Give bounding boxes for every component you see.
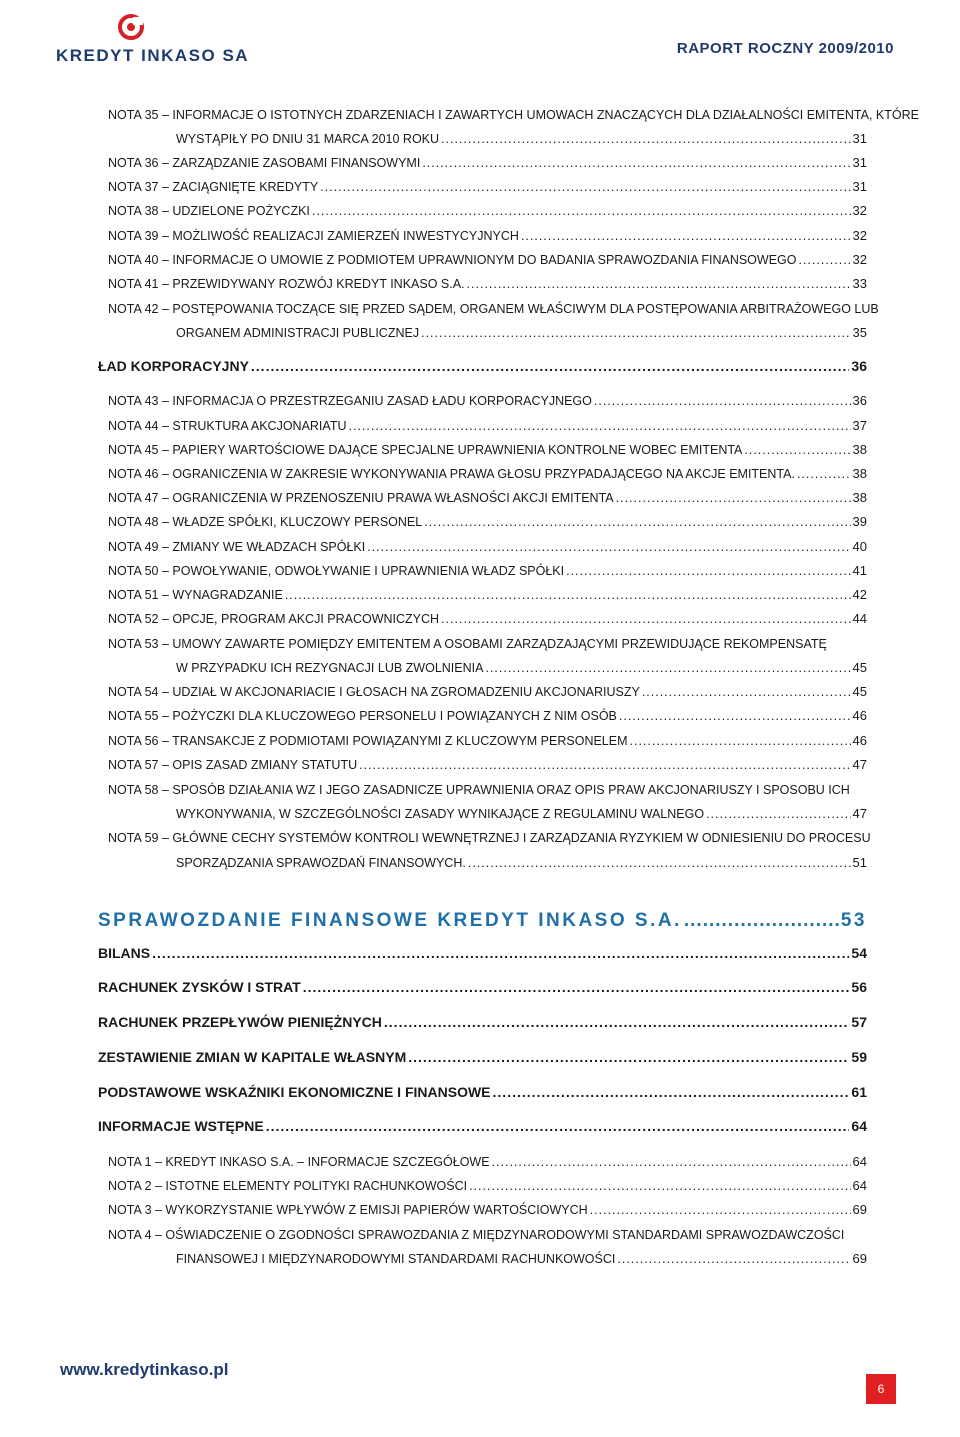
toc-section-lad-korporacyjny[interactable]: [98, 358, 867, 374]
toc-entry-title: ŁAD KORPORACYJNY: [98, 358, 249, 374]
toc-page-number: 36: [851, 358, 867, 374]
toc-leader-dots: [367, 539, 850, 555]
toc-page-number: 33: [852, 276, 867, 291]
toc-leader-dots: [619, 708, 851, 724]
toc-entry-title: WYKONYWANIA, W SZCZEGÓLNOŚCI ZASADY WYNIKAJĄCE Z REGULAMINU WALNEGO: [176, 807, 705, 821]
toc-page-number: 31: [852, 155, 867, 170]
toc-entry-53[interactable]: [176, 660, 867, 676]
toc-page-number: 38: [852, 466, 867, 481]
toc-leader-dots: [684, 909, 839, 933]
toc-page-number: 45: [852, 684, 867, 699]
toc-entry-42[interactable]: [176, 325, 867, 341]
toc-entry-45[interactable]: [108, 442, 867, 458]
toc-leader-dots: [441, 611, 850, 627]
toc-page-number: 56: [851, 979, 867, 995]
toc-entry-title: NOTA 43 – INFORMACJA O PRZESTRZEGANIU ZASAD ŁADU KORPORACYJNEGO: [108, 394, 592, 408]
toc-entry-title: NOTA 51 – WYNAGRADZANIE: [108, 588, 283, 602]
toc-entry-40[interactable]: [108, 252, 867, 268]
toc-entry-52[interactable]: [108, 611, 867, 627]
toc-entry-title: FINANSOWEJ I MIĘDZYNARODOWYMI STANDARDAMI RACHUNKOWOŚCI: [176, 1252, 616, 1266]
toc-page-number: 61: [851, 1084, 867, 1100]
toc-entry-title: NOTA 45 – PAPIERY WARTOŚCIOWE DAJĄCE SPECJALNE UPRAWNIENIA KONTROLNE WOBEC EMITENTA: [108, 443, 743, 457]
toc-page-number: 46: [852, 733, 867, 748]
toc-page-number: 40: [852, 539, 867, 554]
toc-entry-title: PODSTAWOWE WSKAŹNIKI EKONOMICZNE I FINANSOWE: [98, 1084, 491, 1100]
toc-page-number: 31: [852, 179, 867, 194]
toc-leader-dots: [521, 228, 851, 244]
toc-entry-1[interactable]: [108, 1154, 867, 1170]
toc-leader-dots: [152, 945, 849, 961]
toc-page-number: 37: [852, 418, 867, 433]
toc-leader-dots: [590, 1202, 851, 1218]
toc-entry-title: NOTA 57 – OPIS ZASAD ZMIANY STATUTU: [108, 758, 358, 772]
toc-section-rachunek-zyskow[interactable]: [98, 979, 867, 995]
toc-leader-dots: [408, 1049, 849, 1065]
toc-entry-title: NOTA 1 – KREDYT INKASO S.A. – INFORMACJE SZCZEGÓŁOWE: [108, 1155, 490, 1169]
toc-entry-title: NOTA 39 – MOŻLIWOŚĆ REALIZACJI ZAMIERZEŃ INWESTYCYJNYCH: [108, 229, 519, 243]
toc-leader-dots: [617, 1251, 850, 1267]
toc-entry-title: NOTA 50 – POWOŁYWANIE, ODWOŁYWANIE I UPRAWNIENIA WŁADZ SPÓŁKI: [108, 564, 565, 578]
toc-entry-41[interactable]: [108, 276, 867, 292]
toc-entry-50[interactable]: [108, 563, 867, 579]
toc-entry-title: SPRAWOZDANIE FINANSOWE KREDYT INKASO S.A.: [98, 910, 682, 931]
toc-page-number: 38: [852, 490, 867, 505]
toc-entry-44[interactable]: [108, 418, 867, 434]
toc-entry-title: NOTA 41 – PRZEWIDYWANY ROZWÓJ KREDYT INKASO S.A.: [108, 277, 465, 291]
toc-entry-36[interactable]: [108, 155, 867, 171]
toc-entry-title: ZESTAWIENIE ZMIAN W KAPITALE WŁASNYM: [98, 1049, 407, 1065]
toc-page-number: 57: [851, 1014, 867, 1030]
toc-entry-title: INFORMACJE WSTĘPNE: [98, 1118, 264, 1134]
toc-entry-2[interactable]: [108, 1178, 867, 1194]
toc-leader-dots: [485, 660, 850, 676]
toc-entry-title: NOTA 36 – ZARZĄDZANIE ZASOBAMI FINANSOWYMI: [108, 156, 421, 170]
company-name: KREDYT INKASO SA: [56, 46, 250, 65]
toc-page-number: 69: [852, 1251, 867, 1266]
toc-section-wskazniki[interactable]: [98, 1084, 867, 1100]
toc-page-number: 46: [852, 708, 867, 723]
toc-entry-42-line1[interactable]: NOTA 42 – POSTĘPOWANIA TOCZĄCE SIĘ PRZED SĄDEM, ORGANEM WŁAŚCIWYM DLA POSTĘPOWANIA ARBITRAŻOWEGO LUB: [108, 302, 879, 316]
toc-entry-title: BILANS: [98, 945, 151, 961]
toc-entry-title: ORGANEM ADMINISTRACJI PUBLICZNEJ: [176, 326, 420, 340]
toc-page-number: 69: [852, 1202, 867, 1217]
toc-page-number: 51: [852, 855, 867, 870]
toc-entry-49[interactable]: [108, 539, 867, 555]
toc-leader-dots: [266, 1118, 850, 1134]
toc-leader-dots: [594, 393, 851, 409]
toc-leader-dots: [798, 252, 850, 268]
toc-entry-56[interactable]: [108, 733, 867, 749]
toc-leader-dots: [630, 733, 851, 749]
toc-page-number: 64: [852, 1178, 867, 1193]
report-title: RAPORT ROCZNY 2009/2010: [676, 40, 894, 57]
toc-entry-53-line1[interactable]: NOTA 53 – UMOWY ZAWARTE POMIĘDZY EMITENTEM A OSOBAMI ZARZĄDZAJĄCYMI PRZEWIDUJĄCE REKOMPENSATĘ: [108, 637, 827, 651]
toc-leader-dots: [320, 179, 850, 195]
toc-entry-54[interactable]: [108, 684, 867, 700]
toc-entry-title: RACHUNEK PRZEPŁYWÓW PIENIĘŻNYCH: [98, 1014, 382, 1030]
toc-page-number: 59: [851, 1049, 867, 1065]
page-number-badge: 6: [866, 1374, 896, 1404]
toc-leader-dots: [422, 155, 850, 171]
toc-entry-59-line1[interactable]: NOTA 59 – GŁÓWNE CECHY SYSTEMÓW KONTROLI WEWNĘTRZNEJ I ZARZĄDZANIA RYZYKIEM W ODNIESIENIU DO PROCESU: [108, 831, 871, 845]
toc-page-number: 32: [852, 228, 867, 243]
toc-chapter-sprawozdanie-finansowe[interactable]: [98, 909, 867, 933]
toc-entry-46[interactable]: [108, 466, 867, 482]
toc-leader-dots: [467, 276, 851, 292]
toc-entry-title: WYSTĄPIŁY PO DNIU 31 MARCA 2010 ROKU: [176, 132, 440, 146]
toc-page-number: 45: [852, 660, 867, 675]
toc-entry-51[interactable]: [108, 587, 867, 603]
toc-entry-title: W PRZYPADKU ICH REZYGNACJI LUB ZWOLNIENIA: [176, 661, 484, 675]
toc-page-number: 64: [852, 1154, 867, 1169]
toc-section-zestawienie-zmian[interactable]: [98, 1049, 867, 1065]
toc-leader-dots: [359, 757, 850, 773]
toc-entry-35[interactable]: [176, 131, 867, 147]
toc-entry-title: NOTA 47 – OGRANICZENIA W PRZENOSZENIU PRAWA WŁASNOŚCI AKCJI EMITENTA: [108, 491, 614, 505]
toc-leader-dots: [424, 514, 850, 530]
toc-page-number: 36: [852, 393, 867, 408]
toc-leader-dots: [469, 1178, 850, 1194]
toc-page-number: 39: [852, 514, 867, 529]
toc-entry-37[interactable]: [108, 179, 867, 195]
toc-page-number: 32: [852, 252, 867, 267]
toc-leader-dots: [468, 855, 851, 871]
toc-entry-title: NOTA 54 – UDZIAŁ W AKCJONARIACIE I GŁOSACH NA ZGROMADZENIU AKCJONARIUSZY: [108, 685, 640, 699]
toc-page-number: 38: [852, 442, 867, 457]
toc-entry-4-line1[interactable]: NOTA 4 – OŚWIADCZENIE O ZGODNOŚCI SPRAWOZDANIA Z MIĘDZYNARODOWYMI STANDARDAMI SPRAWOZDAWCZOŚCI: [108, 1228, 845, 1242]
toc-entry-title: NOTA 48 – WŁADZE SPÓŁKI, KLUCZOWY PERSONEL: [108, 515, 423, 529]
toc-page-number: 32: [852, 203, 867, 218]
toc-leader-dots: [348, 418, 850, 434]
toc-entry-3[interactable]: [108, 1202, 867, 1218]
toc-page-number: 64: [851, 1118, 867, 1134]
toc-page-number: 53: [840, 910, 867, 931]
toc-page-number: 44: [852, 611, 867, 626]
toc-page-number: 54: [851, 945, 867, 961]
toc-entry-title: NOTA 3 – WYKORZYSTANIE WPŁYWÓW Z EMISJI PAPIERÓW WARTOŚCIOWYCH: [108, 1203, 588, 1217]
footer-website-url[interactable]: www.kredytinkaso.pl: [60, 1360, 229, 1379]
toc-leader-dots: [421, 325, 850, 341]
toc-section-przeplywow[interactable]: [98, 1014, 867, 1030]
toc-leader-dots: [706, 806, 850, 822]
toc-page-number: 47: [852, 757, 867, 772]
toc-entry-48[interactable]: [108, 514, 867, 530]
toc-page-number: 31: [852, 131, 867, 146]
toc-page-number: 47: [852, 806, 867, 821]
toc-entry-title: NOTA 55 – POŻYCZKI DLA KLUCZOWEGO PERSONELU I POWIĄZANYCH Z NIM OSÓB: [108, 709, 617, 723]
toc-leader-dots: [566, 563, 850, 579]
toc-entry-58[interactable]: [176, 806, 867, 822]
toc-leader-dots: [493, 1084, 850, 1100]
toc-entry-39[interactable]: [108, 228, 867, 244]
toc-page-number: 42: [852, 587, 867, 602]
toc-leader-dots: [616, 490, 851, 506]
toc-entry-title: NOTA 38 – UDZIELONE POŻYCZKI: [108, 204, 310, 218]
toc-entry-title: RACHUNEK ZYSKÓW I STRAT: [98, 979, 301, 995]
toc-entry-title: NOTA 37 – ZACIĄGNIĘTE KREDYTY: [108, 180, 319, 194]
toc-entry-4[interactable]: [176, 1251, 867, 1267]
toc-entry-title: SPORZĄDZANIA SPRAWOZDAŃ FINANSOWYCH.: [176, 856, 466, 870]
toc-entry-title: NOTA 44 – STRUKTURA AKCJONARIATU: [108, 419, 347, 433]
toc-entry-title: NOTA 46 – OGRANICZENIA W ZAKRESIE WYKONYWANIA PRAWA GŁOSU PRZYPADAJĄCEGO NA AKCJE EMITENTA.: [108, 467, 795, 481]
toc-entry-59[interactable]: [176, 855, 867, 871]
toc-entry-38[interactable]: [108, 203, 867, 219]
toc-entry-title: NOTA 52 – OPCJE, PROGRAM AKCJI PRACOWNICZYCH: [108, 612, 440, 626]
toc-leader-dots: [492, 1154, 851, 1170]
toc-leader-dots: [744, 442, 850, 458]
toc-leader-dots: [642, 684, 851, 700]
toc-entry-58-line1[interactable]: NOTA 58 – SPOSÓB DZIAŁANIA WZ I JEGO ZASADNICZE UPRAWNIENIA ORAZ OPIS PRAW AKCJONARIUSZY I SPOSOBU ICH: [108, 783, 850, 797]
toc-entry-57[interactable]: [108, 757, 867, 773]
toc-leader-dots: [251, 358, 850, 374]
toc-leader-dots: [285, 587, 851, 603]
toc-leader-dots: [312, 203, 851, 219]
toc-section-bilans[interactable]: [98, 945, 867, 961]
toc-page-number: 41: [852, 563, 867, 578]
toc-leader-dots: [441, 131, 850, 147]
toc-entry-title: NOTA 2 – ISTOTNE ELEMENTY POLITYKI RACHUNKOWOŚCI: [108, 1179, 468, 1193]
toc-section-informacje-wstepne[interactable]: [98, 1118, 867, 1134]
toc-page-number: 35: [852, 325, 867, 340]
toc-entry-title: NOTA 40 – INFORMACJE O UMOWIE Z PODMIOTEM UPRAWNIONYM DO BADANIA SPRAWOZDANIA FINANSOWEGO: [108, 253, 797, 267]
toc-entry-43[interactable]: [108, 393, 867, 409]
toc-entry-title: NOTA 56 – TRANSAKCJE Z PODMIOTAMI POWIĄZANYMI Z KLUCZOWYM PERSONELEM: [108, 734, 628, 748]
toc-entry-47[interactable]: [108, 490, 867, 506]
toc-entry-35-line1[interactable]: NOTA 35 – INFORMACJE O ISTOTNYCH ZDARZENIACH I ZAWARTYCH UMOWACH ZNACZĄCYCH DLA DZIAŁALNOŚCI EMITENTA, KTÓRE: [108, 108, 919, 122]
toc-leader-dots: [797, 466, 851, 482]
toc-entry-title: NOTA 49 – ZMIANY WE WŁADZACH SPÓŁKI: [108, 540, 366, 554]
toc-leader-dots: [384, 1014, 850, 1030]
toc-leader-dots: [303, 979, 850, 995]
toc-entry-55[interactable]: [108, 708, 867, 724]
